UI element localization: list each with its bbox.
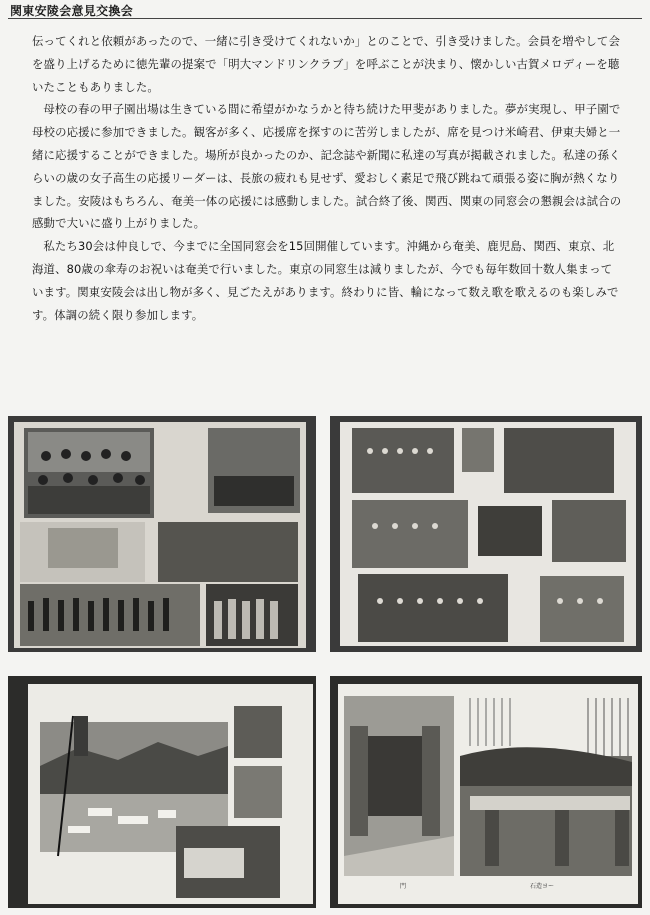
article-body (32, 30, 622, 326)
album-photo-team-groups (330, 416, 642, 652)
album-photo-group-portraits (8, 416, 316, 652)
paragraph-1: 伝ってくれと依頼があったので、一緒に引き受けてくれないか」とのことで、引き受けました。会員を増やして会を盛り上げるために徳先輩の提案で「明大マンドリンクラブ」を呼ぶことが決まり、懐かしい古賀メロディーを聴いたこともありました。 (32, 34, 621, 94)
header-divider (8, 18, 642, 19)
bridge-caption: 石造ヨー (530, 883, 555, 890)
paragraph-2: 母校の春の甲子園出場は生きている間に希望がかなうかと待ち続けた甲斐がありました。夢が実現し、甲子園で母校の応援に参加できました。観客が多く、応援席を探すのに苦労しましたが、席を見つけ米崎君、伊東夫婦と一緒に応援することができました。場所が良かったのか、記念誌や新聞に私達の写真が掲載されました。私達の孫くらいの歳の女子高生の応援リーダーは、長旅の疲れも見せず、愛おしく素足で飛び跳ねて頑張る姿に胸が熱くなりました。安陵はもちろん、奄美一体の応援には感動しました。試合終了後、関西、関東の同窓会の懇親会は試合の感動で大いに盛り上がりました。 (32, 102, 622, 231)
paragraph-3: 私たち30会は仲良しで、今までに全国同窓会を15回開催しています。沖縄から奄美、鹿児島、関西、東京、北海道、80歳の傘寿のお祝いは奄美で行いました。東京の同窓生は減りましたが、今でも毎年数回十数人集まっています。関東安陵会は出し物が多く、見ごたえがあります。終わりに皆、輪になって数え歌を歌えるのも楽しみです。体調の続く限り参加します。 (32, 239, 619, 322)
album-photo-gate-bridge (330, 676, 642, 908)
gate-caption: 門 (400, 883, 407, 890)
page-header (0, 0, 650, 18)
album-photo-town-landscape (8, 676, 316, 908)
header-title: 関東安陵会意見交換会 (10, 4, 134, 18)
